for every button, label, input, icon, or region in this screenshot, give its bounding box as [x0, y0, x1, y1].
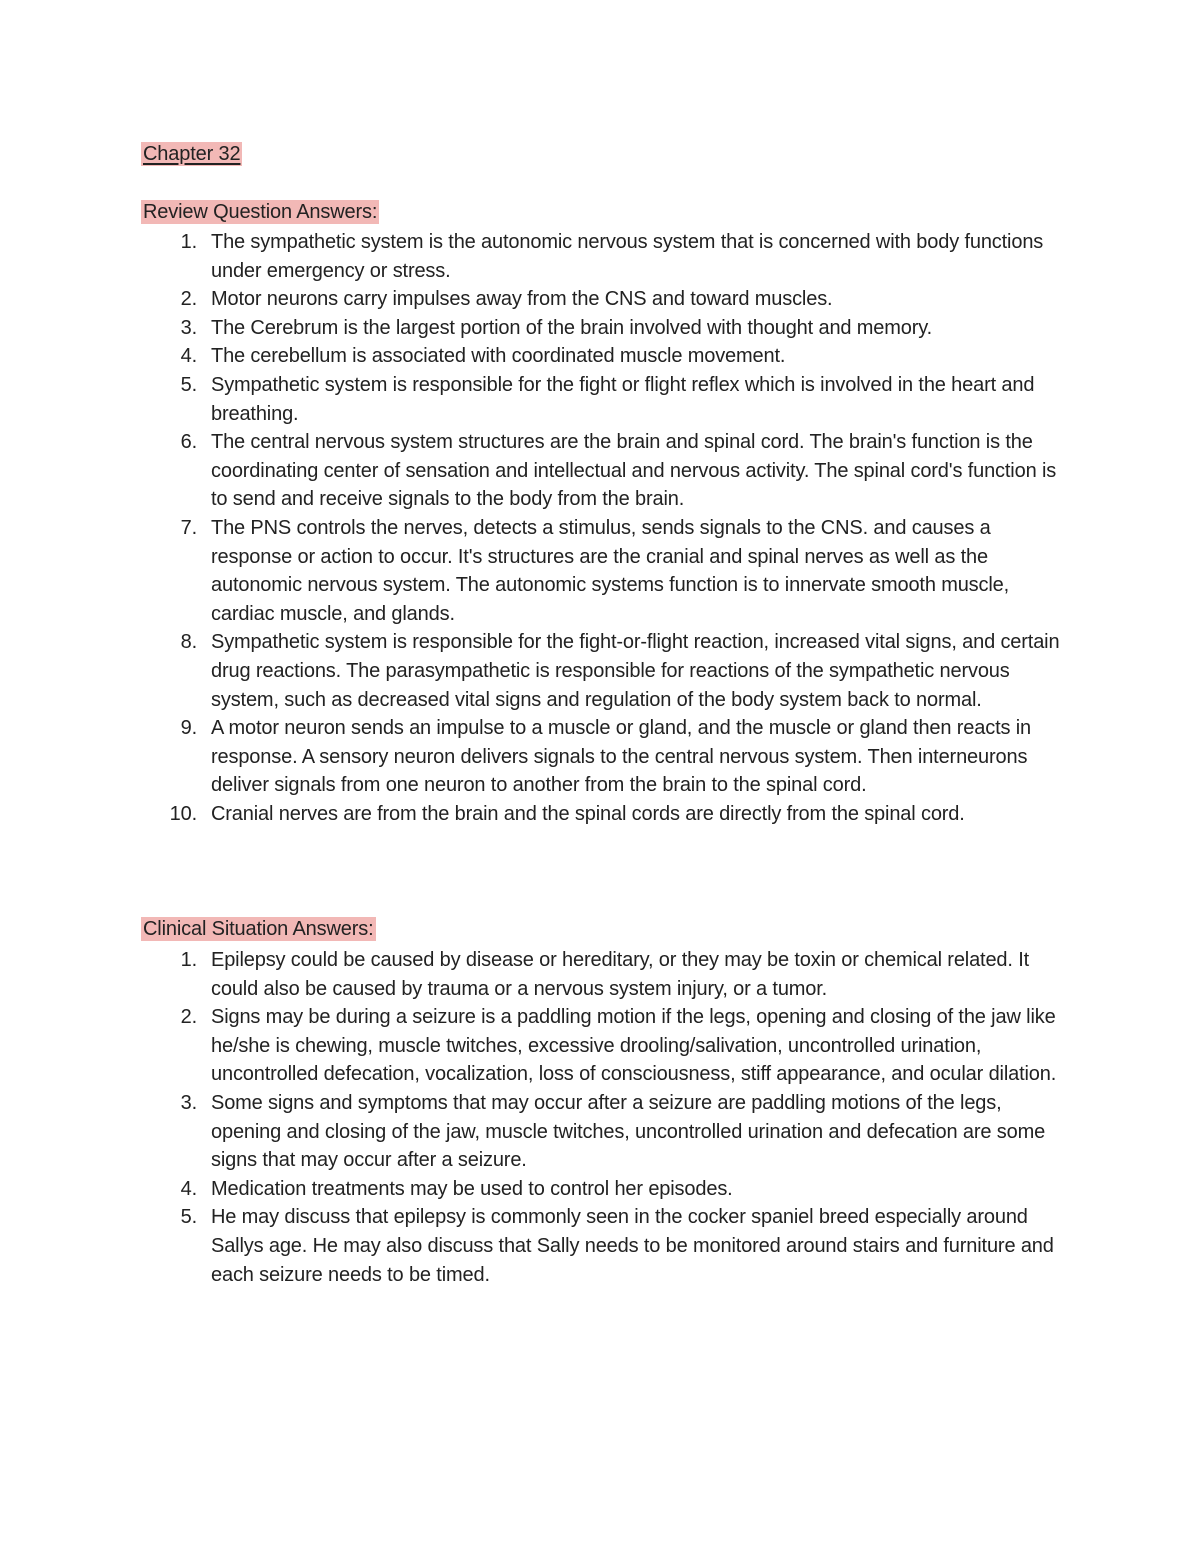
- list-item-number: 6.: [180, 431, 197, 454]
- list-item-text: Cranial nerves are from the brain and the spinal cords are directly from the spinal cord.: [211, 802, 965, 825]
- list-item-text: Signs may be during a seizure is a paddling motion if the legs, opening and closing of the jaw like he/she is chewing, muscle twitches, excessive drooling/salivation, uncontrolled urination, uncontrolled defecation, vocalization, loss of consciousness, stiff appearance, and ocular dilation.: [211, 1006, 1057, 1086]
- list-item: [141, 628, 1071, 714]
- section-heading-clinical: [141, 916, 376, 942]
- list-item: [141, 314, 1071, 343]
- list-item-number: 2.: [180, 288, 197, 311]
- list-item-text: The sympathetic system is the autonomic nervous system that is concerned with body functions under emergency or stress.: [211, 231, 1044, 282]
- list-item-number: 5.: [180, 373, 197, 396]
- list-item: [141, 514, 1071, 628]
- section-heading-review: [141, 199, 379, 225]
- clinical-answers-list: [141, 946, 1071, 1289]
- list-item-text: Some signs and symptoms that may occur after a seizure are paddling motions of the legs, opening and closing of the jaw, muscle twitches, uncontrolled urination and defecation are some signs that may occur after a seizure.: [211, 1091, 1046, 1172]
- list-item-number: 9.: [180, 717, 197, 740]
- list-item-text: Medication treatments may be used to control her episodes.: [211, 1177, 733, 1200]
- list-item-text: Motor neurons carry impulses away from the CNS and toward muscles.: [211, 288, 833, 311]
- review-answers-list: [141, 228, 1071, 828]
- list-item-number: 10.: [169, 802, 197, 825]
- list-item-number: 8.: [180, 631, 197, 654]
- list-item-text: A motor neuron sends an impulse to a muscle or gland, and the muscle or gland then reacts in response. A sensory neuron delivers signals to the central nervous system. Then interneurons deliver signals from one neuron to another from the brain to the spinal cord.: [211, 717, 1032, 797]
- list-item-number: 3.: [180, 1091, 197, 1114]
- list-item-number: 3.: [180, 316, 197, 339]
- list-item: [141, 946, 1071, 1003]
- list-item-number: 1.: [180, 949, 197, 971]
- list-item: [141, 371, 1071, 428]
- list-item: [141, 285, 1071, 314]
- list-item: [141, 342, 1071, 371]
- list-item: [141, 1203, 1071, 1289]
- list-item-number: 2.: [180, 1006, 197, 1029]
- list-item-number: 7.: [180, 516, 197, 539]
- page-title: [141, 141, 242, 167]
- list-item: [141, 1003, 1071, 1089]
- list-item-number: 1.: [180, 231, 197, 253]
- clinical-heading-highlight: Clinical Situation Answers:: [143, 918, 374, 940]
- review-heading-highlight: Review Question Answers:: [143, 201, 378, 223]
- list-item: [141, 1089, 1071, 1175]
- list-item-text: Sympathetic system is responsible for the fight-or-flight reaction, increased vital signs, and certain drug reactions. The parasympathetic is responsible for reactions of the sympathetic nervous system, such as decreased vital signs and regulation of the body system back to normal.: [211, 631, 1060, 711]
- list-item-text: He may discuss that epilepsy is commonly seen in the cocker spaniel breed especially around Sallys age. He may also discuss that Sally needs to be monitored around stairs and furniture and each seizure needs to be timed.: [211, 1206, 1054, 1286]
- list-item-text: The cerebellum is associated with coordinated muscle movement.: [211, 345, 786, 368]
- list-item-text: The PNS controls the nerves, detects a stimulus, sends signals to the CNS. and causes a response or action to occur. It's structures are the cranial and spinal nerves as well as the autonomic nervous system. The autonomic systems function is to innervate smooth muscle, cardiac muscle, and glands.: [211, 516, 1010, 625]
- list-item-number: 4.: [180, 345, 197, 368]
- list-item: [141, 800, 1071, 829]
- list-item-text: Epilepsy could be caused by disease or hereditary, or they may be toxin or chemical related. It could also be caused by trauma or a nervous system injury, or a tumor.: [211, 949, 1030, 1000]
- list-item-number: 4.: [180, 1177, 197, 1200]
- list-item-text: The central nervous system structures are the brain and spinal cord. The brain's function is the coordinating center of sensation and intellectual and nervous activity. The spinal cord's function is to send and receive signals to the body from the brain.: [211, 431, 1057, 511]
- list-item: [141, 714, 1071, 800]
- title-highlight: Chapter 32: [143, 143, 241, 165]
- list-item-number: 5.: [180, 1206, 197, 1229]
- list-item-text: The Cerebrum is the largest portion of the brain involved with thought and memory.: [211, 316, 933, 339]
- list-item: [141, 228, 1071, 285]
- list-item: [141, 428, 1071, 514]
- list-item-text: Sympathetic system is responsible for the fight or flight reflex which is involved in the heart and breathing.: [211, 373, 1035, 425]
- list-item: [141, 1175, 1071, 1204]
